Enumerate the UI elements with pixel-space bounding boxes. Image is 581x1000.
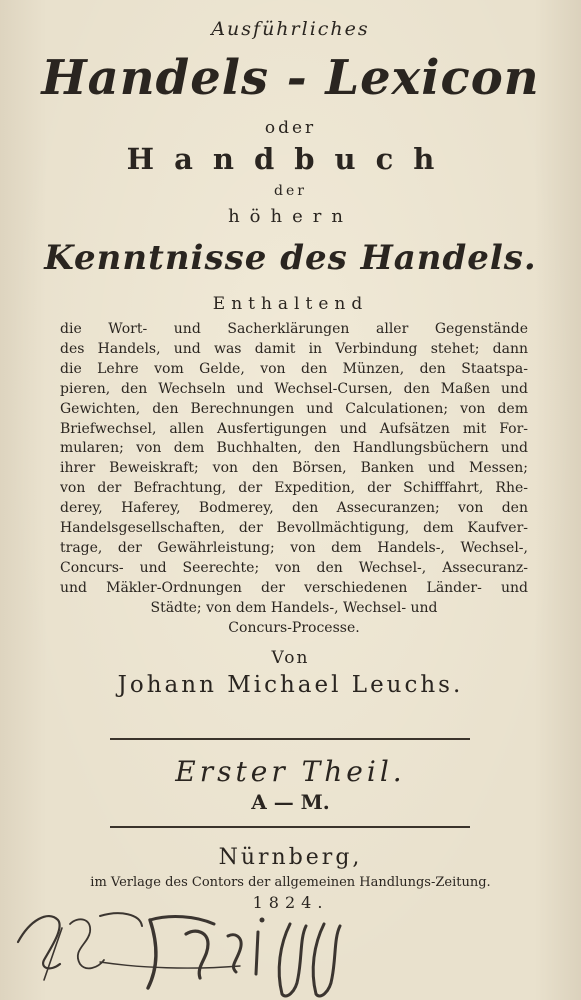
- divider-bottom: [110, 826, 470, 828]
- description-line: des Handels, und was damit in Verbindung stehet; dann: [60, 340, 528, 357]
- description-line: die Lehre vom Gelde, von den Münzen, den Staatspa-: [60, 360, 528, 377]
- description-line: und Mäkler-Ordnungen der verschiedenen Länder- und: [60, 579, 528, 596]
- publisher-line: im Verlage des Contors der allgemeinen Handlungs-Zeitung.: [90, 875, 491, 890]
- volume-range: A — M.: [251, 790, 330, 814]
- author-name: Johann Michael Leuchs.: [117, 672, 464, 698]
- description-line: Briefwechsel, allen Ausfertigungen und Aufsätzen mit For-: [60, 420, 528, 437]
- main-title: Handels - Lexicon: [41, 50, 540, 106]
- oder-word: oder: [264, 118, 317, 138]
- description-line: mularen; von dem Buchhalten, den Handlungsbüchern und: [60, 440, 528, 457]
- description-line: Gewichten, den Berechnungen und Calculationen; von dem: [60, 400, 528, 417]
- der-word: der: [274, 183, 307, 199]
- handwritten-signature: [0, 880, 581, 1000]
- publication-year: 1824.: [252, 893, 329, 912]
- von-word: Von: [271, 648, 310, 668]
- handbuch-title: Handbuch: [126, 142, 455, 176]
- place-of-publication: Nürnberg,: [218, 845, 363, 870]
- description-line: ihrer Beweiskraft; von den Börsen, Banken und Messen;: [60, 460, 528, 477]
- description-line: Städte; von dem Handels-, Wechsel- und: [150, 599, 438, 616]
- divider-top: [110, 738, 470, 740]
- pre-title: Ausführliches: [211, 18, 370, 40]
- description-line: pieren, den Wechseln und Wechsel-Cursen, den Maßen und: [60, 380, 528, 397]
- description-line: die Wort- und Sacherklärungen aller Gegenstände: [60, 321, 528, 337]
- description-line: von der Befrachtung, der Expedition, der Schifffahrt, Rhe-: [60, 480, 528, 497]
- hoehern-word: höhern: [228, 206, 353, 227]
- description-block: [60, 320, 528, 639]
- description-line: Concurs- und Seerechte; von den Wechsel-, Assecuranz-: [60, 559, 528, 576]
- description-line: Handelsgesellschaften, der Bevollmächtigung, dem Kaufver-: [60, 520, 528, 537]
- volume-label: Erster Theil.: [175, 755, 406, 788]
- description-line: trage, der Gewährleistung; von dem Handels-, Wechsel-,: [60, 539, 528, 556]
- subtitle: Kenntnisse des Handels.: [44, 238, 537, 278]
- enthaltend-word: Enthaltend: [212, 294, 369, 314]
- description-line: Concurs-Processe.: [228, 619, 360, 636]
- description-line: derey, Haferey, Bodmerey, den Assecuranzen; von den: [60, 500, 528, 517]
